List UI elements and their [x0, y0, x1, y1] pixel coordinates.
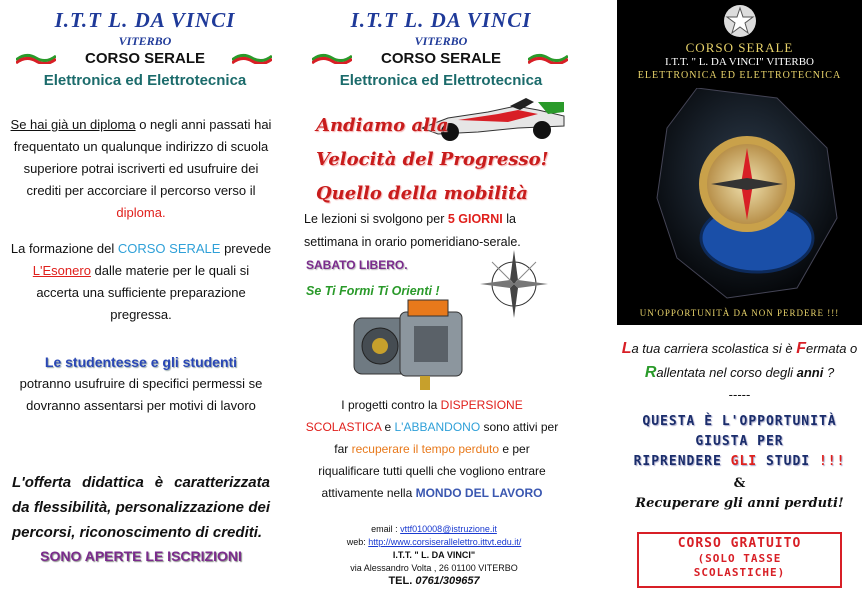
- separator-dashes: -----: [728, 387, 751, 402]
- web-link[interactable]: http://www.corsiserallelettro.ittvt.edu.it/: [368, 537, 522, 547]
- diploma-lead: Se hai già un diploma: [10, 117, 136, 132]
- question-text-c: allentata nel corso degli: [656, 365, 797, 380]
- question-text-b: ermata o: [805, 341, 858, 356]
- dropcap-l: L: [621, 340, 632, 357]
- dropcap-r: R: [644, 364, 657, 381]
- ministry-seal-icon: [526, 30, 570, 70]
- dropcap-f: F: [796, 340, 806, 357]
- question-line-2: [617, 362, 862, 384]
- free-course-title: CORSO GRATUITO: [677, 536, 802, 551]
- lessons-text-b: la settimana in orario pomeridiano-serale.: [304, 212, 521, 249]
- question-years: anni: [796, 365, 824, 380]
- opportunity-line-1: QUESTA È L'OPPORTUNITÀ: [642, 414, 837, 429]
- exemption-course: CORSO SERALE: [117, 241, 221, 256]
- specialization-title: Elettronica ed Elettrotecnica: [43, 72, 247, 89]
- contact-school: I.T.T. " L. DA VINCI": [392, 550, 476, 560]
- resume-exclaim: !!!: [818, 454, 846, 469]
- projects-work-world: MONDO DEL LAVORO: [415, 486, 543, 500]
- compass-rose-icon: [478, 248, 550, 320]
- slogan-line-1: Andiamo alla: [316, 115, 449, 136]
- projects-text-b: e: [381, 420, 395, 434]
- school-title: I.T.T L. DA VINCI: [350, 8, 532, 32]
- free-course-note-2: SCOLASTICHE): [693, 566, 786, 579]
- projects-dispersion: DISPERSIONE SCOLASTICA: [305, 398, 523, 434]
- poster-title: CORSO SERALE: [685, 40, 794, 55]
- lessons-text-a: Le lezioni si svolgono per: [304, 212, 448, 226]
- school-title: I.T.T L. DA VINCI: [54, 8, 236, 32]
- question-mark: ?: [823, 365, 835, 380]
- school-city: VITERBO: [118, 34, 172, 48]
- tel-number: 0761/309657: [415, 575, 480, 587]
- question-line-1: [617, 338, 862, 360]
- exemption-text-a: La formazione del: [10, 241, 118, 256]
- saturday-free: SABATO LIBERO.: [306, 258, 408, 272]
- orientation-slogan: Se Ti Formi Ti Orienti !: [306, 284, 440, 298]
- slogan-line-2: Velocità del Progresso!: [316, 149, 549, 170]
- projects-paragraph: [304, 394, 560, 504]
- ampersand: &: [733, 476, 746, 491]
- resume-studies: STUDI: [757, 454, 819, 469]
- poster-school: I.T.T. " L. DA VINCI" VITERBO: [664, 56, 814, 68]
- resume-the: GLI: [730, 454, 758, 469]
- email-link[interactable]: vttf010008@istruzione.it: [400, 524, 497, 534]
- students-title: Le studentesse e gli studenti: [44, 354, 238, 370]
- projects-recover: recuperare il tempo perduto: [351, 442, 500, 456]
- projects-text-a: I progetti contro la: [341, 398, 441, 412]
- column-left: [0, 0, 290, 599]
- projects-text-c: sono attivi per far: [334, 420, 559, 456]
- students-body: potranno usufruire di specifici permessi se dovranno assentarsi per motivi di lavoro: [19, 376, 263, 413]
- email-label: email :: [371, 524, 401, 534]
- students-paragraph: [10, 351, 272, 417]
- column-right: [617, 0, 862, 599]
- specialization-title: Elettronica ed Elettrotecnica: [339, 72, 543, 89]
- poster-specialization: ELETTRONICA ED ELETTROTECNICA: [637, 70, 842, 81]
- column-middle: [296, 0, 586, 599]
- ministry-seal-icon: [14, 30, 58, 70]
- diploma-paragraph: [10, 114, 272, 224]
- electric-motor-icon: [344, 296, 476, 392]
- offer-paragraph: L'offerta didattica è caratterizzata da flessibilità, personalizzazione dei percorsi, riconoscimento di crediti.: [12, 474, 270, 541]
- free-course-note-1: (SOLO TASSE: [697, 552, 782, 565]
- recover-years: Recuperare gli anni perduti!: [635, 496, 844, 511]
- free-course-box: [637, 532, 842, 588]
- contact-block: [306, 523, 562, 588]
- school-city: VITERBO: [414, 34, 468, 48]
- exemption-text-c: dalle materie per le quali si accerta una sufficiente preparazione pregressa.: [36, 263, 250, 322]
- opportunity-line-2: GIUSTA PER: [695, 434, 784, 449]
- contact-address: via Alessandro Volta , 26 01100 VITERBO: [350, 563, 518, 573]
- course-title: CORSO SERALE: [380, 50, 501, 67]
- tel-label: TEL.: [388, 575, 416, 587]
- opportunity-line-3: [617, 452, 862, 472]
- diploma-word: diploma.: [116, 205, 166, 220]
- course-title: CORSO SERALE: [84, 50, 205, 67]
- web-line: [306, 536, 562, 549]
- republic-emblem-icon: [723, 4, 757, 38]
- ministry-seal-icon: [310, 30, 354, 70]
- poster-footer: UN'OPPORTUNITÀ DA NON PERDERE !!!: [639, 308, 840, 318]
- enrollment-open: SONO APERTE LE ISCRIZIONI: [40, 548, 242, 564]
- email-line: [306, 523, 562, 536]
- ministry-seal-icon: [230, 30, 274, 70]
- exemption-text-b: prevede: [220, 241, 272, 256]
- diploma-body: o negli anni passati hai frequentato un qualunque indirizzo di scuola superiore potrai iscriverti ed usufruire dei crediti per accorciare il percorso verso il: [13, 117, 272, 198]
- header-left: [0, 0, 290, 92]
- projects-text-d: e per riqualificare tutti quelli che vogliono entrare attivamente nella: [318, 442, 546, 500]
- header-middle: [296, 0, 586, 92]
- exemption-paragraph: [10, 238, 272, 326]
- glove-compass-icon: [637, 88, 847, 302]
- promo-poster: [617, 0, 862, 325]
- resume-text: RIPRENDERE: [633, 454, 731, 469]
- exemption-word: L'Esonero: [32, 263, 91, 278]
- question-text-a: a tua carriera scolastica si è: [631, 341, 797, 356]
- projects-abandon: L'ABBANDONO: [394, 420, 481, 434]
- web-label: web:: [346, 537, 369, 547]
- slogan-line-3: Quello della mobilità: [316, 183, 528, 204]
- lessons-days: 5 GIORNI: [447, 212, 503, 226]
